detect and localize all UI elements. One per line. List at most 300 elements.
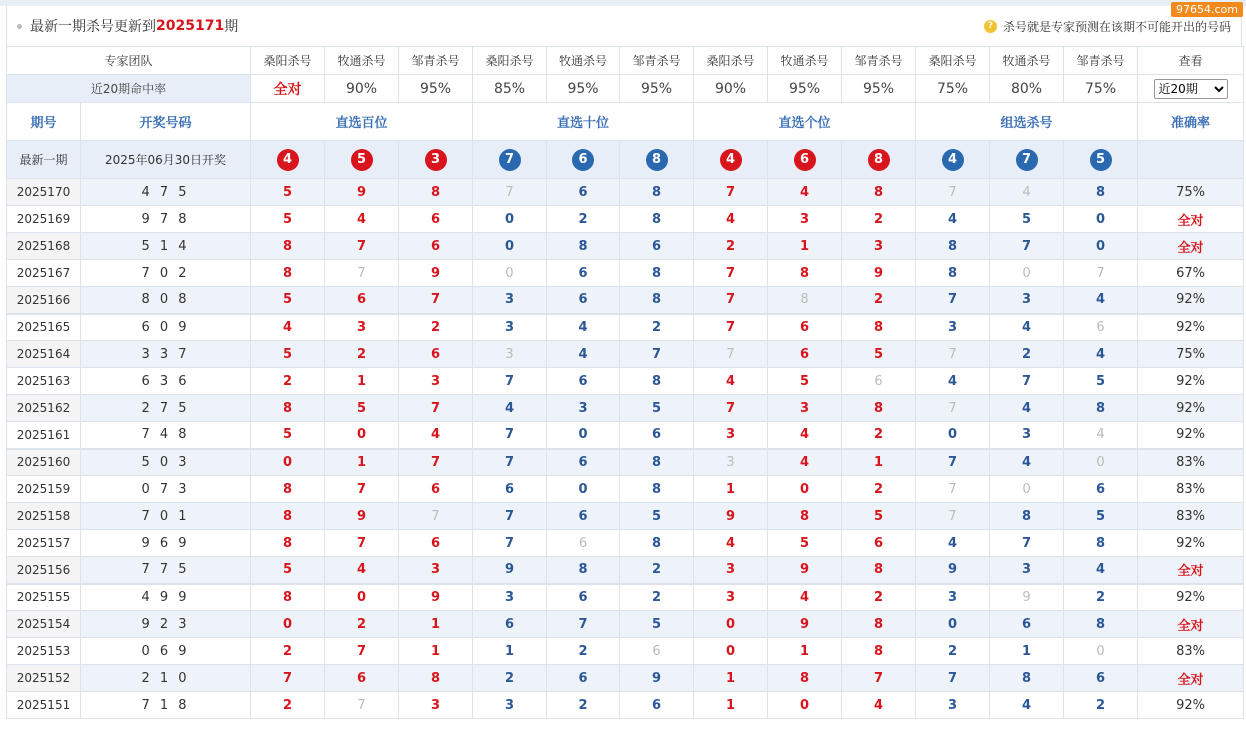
accuracy-value: 92% [1138, 692, 1244, 719]
kill-number: 8 [251, 233, 325, 260]
kill-number: 5 [1064, 503, 1138, 530]
kill-number: 0 [251, 611, 325, 638]
number-ball: 3 [425, 149, 447, 171]
draw-code: 2 1 0 [81, 665, 251, 692]
table-row [7, 422, 1244, 449]
issue-number: 2025153 [7, 638, 81, 665]
kill-number: 6 [547, 584, 620, 611]
draw-code: 0 6 9 [81, 638, 251, 665]
kill-number: 0 [1064, 233, 1138, 260]
help-text: 杀号就是专家预测在该期不可能开出的号码 [1002, 19, 1231, 34]
kill-number: 1 [768, 638, 842, 665]
accuracy-value: 83% [1138, 503, 1244, 530]
accuracy-value: 全对 [1138, 665, 1244, 692]
kill-number: 7 [399, 503, 473, 530]
kill-number: 6 [1064, 314, 1138, 341]
kill-number: 0 [473, 206, 547, 233]
table-row [7, 557, 1244, 584]
kill-number: 5 [251, 422, 325, 449]
kill-number: 2 [842, 206, 916, 233]
kill-number: 9 [620, 665, 694, 692]
expert-name: 邹青杀号 [1064, 47, 1138, 75]
kill-number: 0 [325, 422, 399, 449]
tens-header: 直选十位 [473, 103, 694, 141]
kill-number: 0 [916, 422, 990, 449]
draw-code: 9 6 9 [81, 530, 251, 557]
table-row [7, 287, 1244, 314]
kill-number: 4 [768, 584, 842, 611]
draw-code: 7 4 8 [81, 422, 251, 449]
kill-number: 0 [547, 476, 620, 503]
kill-number: 6 [768, 341, 842, 368]
draw-code: 9 7 8 [81, 206, 251, 233]
kill-number: 8 [620, 206, 694, 233]
hundreds-header: 直选百位 [251, 103, 473, 141]
kill-number: 3 [916, 692, 990, 719]
hit-rate: 85% [473, 75, 547, 103]
table-row [7, 206, 1244, 233]
latest-ball-cell [620, 141, 694, 179]
issue-number: 2025166 [7, 287, 81, 314]
kill-number: 8 [842, 557, 916, 584]
kill-number: 1 [694, 692, 768, 719]
accuracy-value: 67% [1138, 260, 1244, 287]
kill-number: 8 [842, 314, 916, 341]
kill-number: 8 [620, 368, 694, 395]
kill-number: 0 [473, 260, 547, 287]
kill-number: 6 [399, 476, 473, 503]
kill-number: 8 [620, 476, 694, 503]
hit-rate: 75% [916, 75, 990, 103]
issue-number: 2025152 [7, 665, 81, 692]
issue-number: 2025154 [7, 611, 81, 638]
kill-number: 8 [1064, 395, 1138, 422]
expert-name: 桑阳杀号 [473, 47, 547, 75]
number-ball: 8 [868, 149, 890, 171]
number-ball: 6 [794, 149, 816, 171]
hit-rate: 95% [620, 75, 694, 103]
latest-ball-cell [473, 141, 547, 179]
draw-code: 9 2 3 [81, 611, 251, 638]
draw-code: 2 7 5 [81, 395, 251, 422]
site-watermark: 97654.com [1171, 2, 1243, 17]
kill-number: 6 [547, 260, 620, 287]
kill-number: 9 [916, 557, 990, 584]
kill-number: 5 [1064, 368, 1138, 395]
kill-number: 4 [842, 692, 916, 719]
question-icon: ? [984, 20, 997, 33]
kill-number: 4 [1064, 287, 1138, 314]
kill-number: 2 [399, 314, 473, 341]
kill-number: 4 [694, 368, 768, 395]
accuracy-value: 92% [1138, 287, 1244, 314]
kill-number: 7 [473, 179, 547, 206]
kill-number: 6 [325, 287, 399, 314]
kill-number: 7 [694, 314, 768, 341]
draw-code: 7 1 8 [81, 692, 251, 719]
kill-number: 7 [916, 179, 990, 206]
latest-ball-cell [768, 141, 842, 179]
number-ball: 4 [720, 149, 742, 171]
kill-number: 7 [916, 341, 990, 368]
kill-number: 7 [473, 503, 547, 530]
kill-number: 6 [547, 368, 620, 395]
title-prefix: 最新一期杀号更新到 [30, 19, 156, 35]
kill-number: 3 [473, 692, 547, 719]
hit-rate: 90% [694, 75, 768, 103]
kill-number: 3 [473, 584, 547, 611]
hit-rate: 75% [1064, 75, 1138, 103]
expert-name: 牧通杀号 [990, 47, 1064, 75]
kill-number: 8 [620, 260, 694, 287]
group-header: 组选杀号 [916, 103, 1138, 141]
kill-number: 4 [1064, 422, 1138, 449]
kill-number: 3 [990, 557, 1064, 584]
table-row [7, 233, 1244, 260]
latest-ball-cell [399, 141, 473, 179]
kill-number: 2 [842, 287, 916, 314]
kill-number: 8 [620, 449, 694, 476]
view-label: 查看 [1138, 47, 1244, 75]
kill-number: 4 [547, 314, 620, 341]
kill-number: 6 [768, 314, 842, 341]
kill-number: 0 [990, 260, 1064, 287]
expert-name: 邹青杀号 [399, 47, 473, 75]
kill-number: 4 [547, 341, 620, 368]
table-row [7, 179, 1244, 206]
kill-number: 5 [620, 503, 694, 530]
hit-rate: 95% [768, 75, 842, 103]
kill-number: 7 [990, 368, 1064, 395]
expert-name: 桑阳杀号 [916, 47, 990, 75]
number-ball: 7 [499, 149, 521, 171]
issue-number: 2025157 [7, 530, 81, 557]
kill-number: 9 [325, 503, 399, 530]
accuracy-value: 全对 [1138, 611, 1244, 638]
kill-number: 0 [325, 584, 399, 611]
kill-number: 3 [694, 584, 768, 611]
kill-number: 7 [842, 665, 916, 692]
kill-number: 0 [1064, 449, 1138, 476]
kill-number: 2 [251, 692, 325, 719]
table-row [7, 638, 1244, 665]
kill-number: 8 [620, 179, 694, 206]
kill-number: 8 [1064, 530, 1138, 557]
kill-number: 8 [547, 233, 620, 260]
kill-number: 6 [547, 287, 620, 314]
kill-number: 3 [473, 287, 547, 314]
table-row [7, 368, 1244, 395]
kill-number: 0 [1064, 206, 1138, 233]
kill-number: 8 [620, 530, 694, 557]
issue-number: 2025151 [7, 692, 81, 719]
kill-number: 7 [916, 395, 990, 422]
accuracy-value: 全对 [1138, 233, 1244, 260]
kill-number: 6 [399, 341, 473, 368]
accuracy-value: 92% [1138, 422, 1244, 449]
latest-ball-cell [916, 141, 990, 179]
kill-number: 0 [694, 611, 768, 638]
hit-rate: 全对 [251, 75, 325, 103]
kill-number: 1 [325, 449, 399, 476]
kill-number: 7 [990, 530, 1064, 557]
kill-number: 1 [990, 638, 1064, 665]
kill-number: 5 [620, 395, 694, 422]
kill-number: 8 [251, 476, 325, 503]
kill-number: 6 [1064, 476, 1138, 503]
kill-number: 4 [694, 530, 768, 557]
latest-ball-cell [990, 141, 1064, 179]
kill-number: 8 [768, 503, 842, 530]
kill-number: 2 [547, 692, 620, 719]
kill-number: 7 [325, 233, 399, 260]
kill-number: 9 [399, 260, 473, 287]
issue-number: 2025163 [7, 368, 81, 395]
kill-number: 9 [842, 260, 916, 287]
kill-number: 5 [842, 341, 916, 368]
latest-ball-cell [251, 141, 325, 179]
page-title [7, 16, 238, 36]
accuracy-value: 75% [1138, 179, 1244, 206]
expert-name: 牧通杀号 [547, 47, 620, 75]
latest-ball-cell [842, 141, 916, 179]
kill-number: 6 [547, 449, 620, 476]
accuracy-value: 83% [1138, 638, 1244, 665]
issue-number: 2025161 [7, 422, 81, 449]
hit-rate: 90% [325, 75, 399, 103]
kill-number: 6 [473, 611, 547, 638]
number-ball: 7 [1016, 149, 1038, 171]
draw-code: 7 0 1 [81, 503, 251, 530]
kill-number: 8 [768, 665, 842, 692]
kill-number: 6 [842, 368, 916, 395]
latest-date: 2025年06月30日开奖 [81, 141, 251, 179]
accuracy-value: 全对 [1138, 206, 1244, 233]
kill-number-table [6, 46, 1244, 719]
kill-number: 2 [990, 341, 1064, 368]
accuracy-value: 83% [1138, 449, 1244, 476]
kill-number: 6 [325, 665, 399, 692]
kill-number: 7 [916, 449, 990, 476]
draw-code: 0 7 3 [81, 476, 251, 503]
kill-number: 5 [768, 530, 842, 557]
kill-number: 2 [547, 638, 620, 665]
bullet-icon [17, 24, 22, 29]
kill-number: 3 [473, 341, 547, 368]
kill-number: 8 [251, 395, 325, 422]
issue-number: 2025156 [7, 557, 81, 584]
kill-number: 3 [325, 314, 399, 341]
kill-number: 1 [694, 665, 768, 692]
kill-number: 3 [694, 422, 768, 449]
kill-number: 4 [990, 692, 1064, 719]
kill-number: 1 [399, 638, 473, 665]
kill-number: 8 [547, 557, 620, 584]
kill-number: 0 [547, 422, 620, 449]
page-header [6, 6, 1242, 46]
kill-number: 6 [842, 530, 916, 557]
issue-number: 2025155 [7, 584, 81, 611]
kill-number: 7 [694, 287, 768, 314]
kill-number: 1 [473, 638, 547, 665]
kill-number: 7 [694, 341, 768, 368]
kill-number: 8 [990, 665, 1064, 692]
issue-number: 2025162 [7, 395, 81, 422]
kill-number: 6 [620, 638, 694, 665]
number-ball: 8 [646, 149, 668, 171]
accuracy-value: 92% [1138, 368, 1244, 395]
kill-number: 4 [916, 368, 990, 395]
kill-number: 8 [842, 611, 916, 638]
accuracy-value: 92% [1138, 314, 1244, 341]
kill-number: 2 [251, 368, 325, 395]
kill-number: 6 [399, 233, 473, 260]
kill-number: 8 [916, 233, 990, 260]
kill-number: 0 [1064, 638, 1138, 665]
kill-number: 2 [916, 638, 990, 665]
hit-rate-row [7, 75, 1244, 103]
kill-number: 4 [916, 206, 990, 233]
kill-number: 3 [399, 557, 473, 584]
accuracy-value: 全对 [1138, 557, 1244, 584]
kill-number: 8 [842, 179, 916, 206]
draw-code: 5 0 3 [81, 449, 251, 476]
section-header-row [7, 103, 1244, 141]
kill-number: 0 [694, 638, 768, 665]
kill-number: 4 [916, 530, 990, 557]
number-ball: 4 [942, 149, 964, 171]
issue-number: 2025170 [7, 179, 81, 206]
kill-number: 4 [768, 449, 842, 476]
draw-code: 7 0 2 [81, 260, 251, 287]
kill-number: 3 [694, 557, 768, 584]
table-row [7, 449, 1244, 476]
draw-code: 3 3 7 [81, 341, 251, 368]
kill-number: 0 [251, 449, 325, 476]
table-row [7, 395, 1244, 422]
kill-number: 7 [694, 395, 768, 422]
kill-number: 7 [399, 395, 473, 422]
latest-label: 最新一期 [7, 141, 81, 179]
kill-number: 1 [399, 611, 473, 638]
kill-number: 2 [842, 422, 916, 449]
kill-number: 8 [251, 530, 325, 557]
kill-number: 3 [694, 449, 768, 476]
latest-ball-cell [547, 141, 620, 179]
kill-number: 1 [325, 368, 399, 395]
kill-number: 6 [473, 476, 547, 503]
kill-number: 9 [473, 557, 547, 584]
kill-number: 4 [694, 206, 768, 233]
accuracy-value: 92% [1138, 584, 1244, 611]
expert-name: 牧通杀号 [325, 47, 399, 75]
team-row [7, 47, 1244, 75]
kill-number: 6 [620, 692, 694, 719]
table-row [7, 530, 1244, 557]
kill-number: 8 [620, 287, 694, 314]
draw-code: 4 7 5 [81, 179, 251, 206]
issue-number: 2025168 [7, 233, 81, 260]
kill-number: 7 [473, 422, 547, 449]
kill-number: 6 [399, 530, 473, 557]
kill-number: 3 [768, 395, 842, 422]
kill-number: 4 [1064, 557, 1138, 584]
kill-number: 6 [620, 422, 694, 449]
kill-number: 6 [547, 503, 620, 530]
kill-number: 5 [768, 368, 842, 395]
kill-number: 2 [547, 206, 620, 233]
kill-number: 9 [768, 557, 842, 584]
draw-code: 7 7 5 [81, 557, 251, 584]
latest-accuracy-cell [1138, 141, 1244, 179]
issue-number: 2025160 [7, 449, 81, 476]
latest-ball-cell [325, 141, 399, 179]
kill-number: 6 [990, 611, 1064, 638]
kill-number: 7 [547, 611, 620, 638]
issue-number: 2025158 [7, 503, 81, 530]
kill-number: 7 [325, 476, 399, 503]
kill-number: 9 [768, 611, 842, 638]
issue-number: 2025165 [7, 314, 81, 341]
latest-row [7, 141, 1244, 179]
kill-number: 2 [325, 341, 399, 368]
kill-number: 9 [990, 584, 1064, 611]
expert-name: 邹青杀号 [620, 47, 694, 75]
kill-number: 7 [251, 665, 325, 692]
latest-ball-cell [1064, 141, 1138, 179]
period-range-select[interactable] [1154, 79, 1228, 99]
title-suffix: 期 [224, 19, 239, 35]
kill-number: 4 [399, 422, 473, 449]
accuracy-value: 83% [1138, 476, 1244, 503]
kill-number: 8 [251, 260, 325, 287]
table-row [7, 503, 1244, 530]
issue-number: 2025164 [7, 341, 81, 368]
kill-number: 4 [990, 449, 1064, 476]
kill-number: 8 [1064, 611, 1138, 638]
kill-number: 7 [694, 260, 768, 287]
kill-number: 7 [916, 476, 990, 503]
kill-number: 7 [990, 233, 1064, 260]
kill-number: 0 [768, 692, 842, 719]
kill-number: 8 [768, 260, 842, 287]
kill-number: 5 [251, 206, 325, 233]
issue-header: 期号 [7, 103, 81, 141]
kill-number: 4 [473, 395, 547, 422]
kill-number: 9 [399, 584, 473, 611]
draw-code: 6 3 6 [81, 368, 251, 395]
kill-number: 7 [325, 530, 399, 557]
kill-number: 2 [1064, 692, 1138, 719]
kill-number: 7 [399, 449, 473, 476]
kill-number: 7 [473, 449, 547, 476]
issue-number: 2025159 [7, 476, 81, 503]
kill-number: 1 [768, 233, 842, 260]
accuracy-value: 92% [1138, 395, 1244, 422]
kill-number: 5 [842, 503, 916, 530]
kill-number: 2 [620, 584, 694, 611]
kill-number: 3 [916, 314, 990, 341]
kill-number: 8 [842, 638, 916, 665]
kill-number: 4 [768, 422, 842, 449]
kill-number: 2 [1064, 584, 1138, 611]
kill-number: 0 [916, 611, 990, 638]
draw-code: 5 1 4 [81, 233, 251, 260]
help-note [984, 18, 1241, 35]
kill-number: 5 [251, 287, 325, 314]
kill-number: 0 [768, 476, 842, 503]
draw-code: 6 0 9 [81, 314, 251, 341]
